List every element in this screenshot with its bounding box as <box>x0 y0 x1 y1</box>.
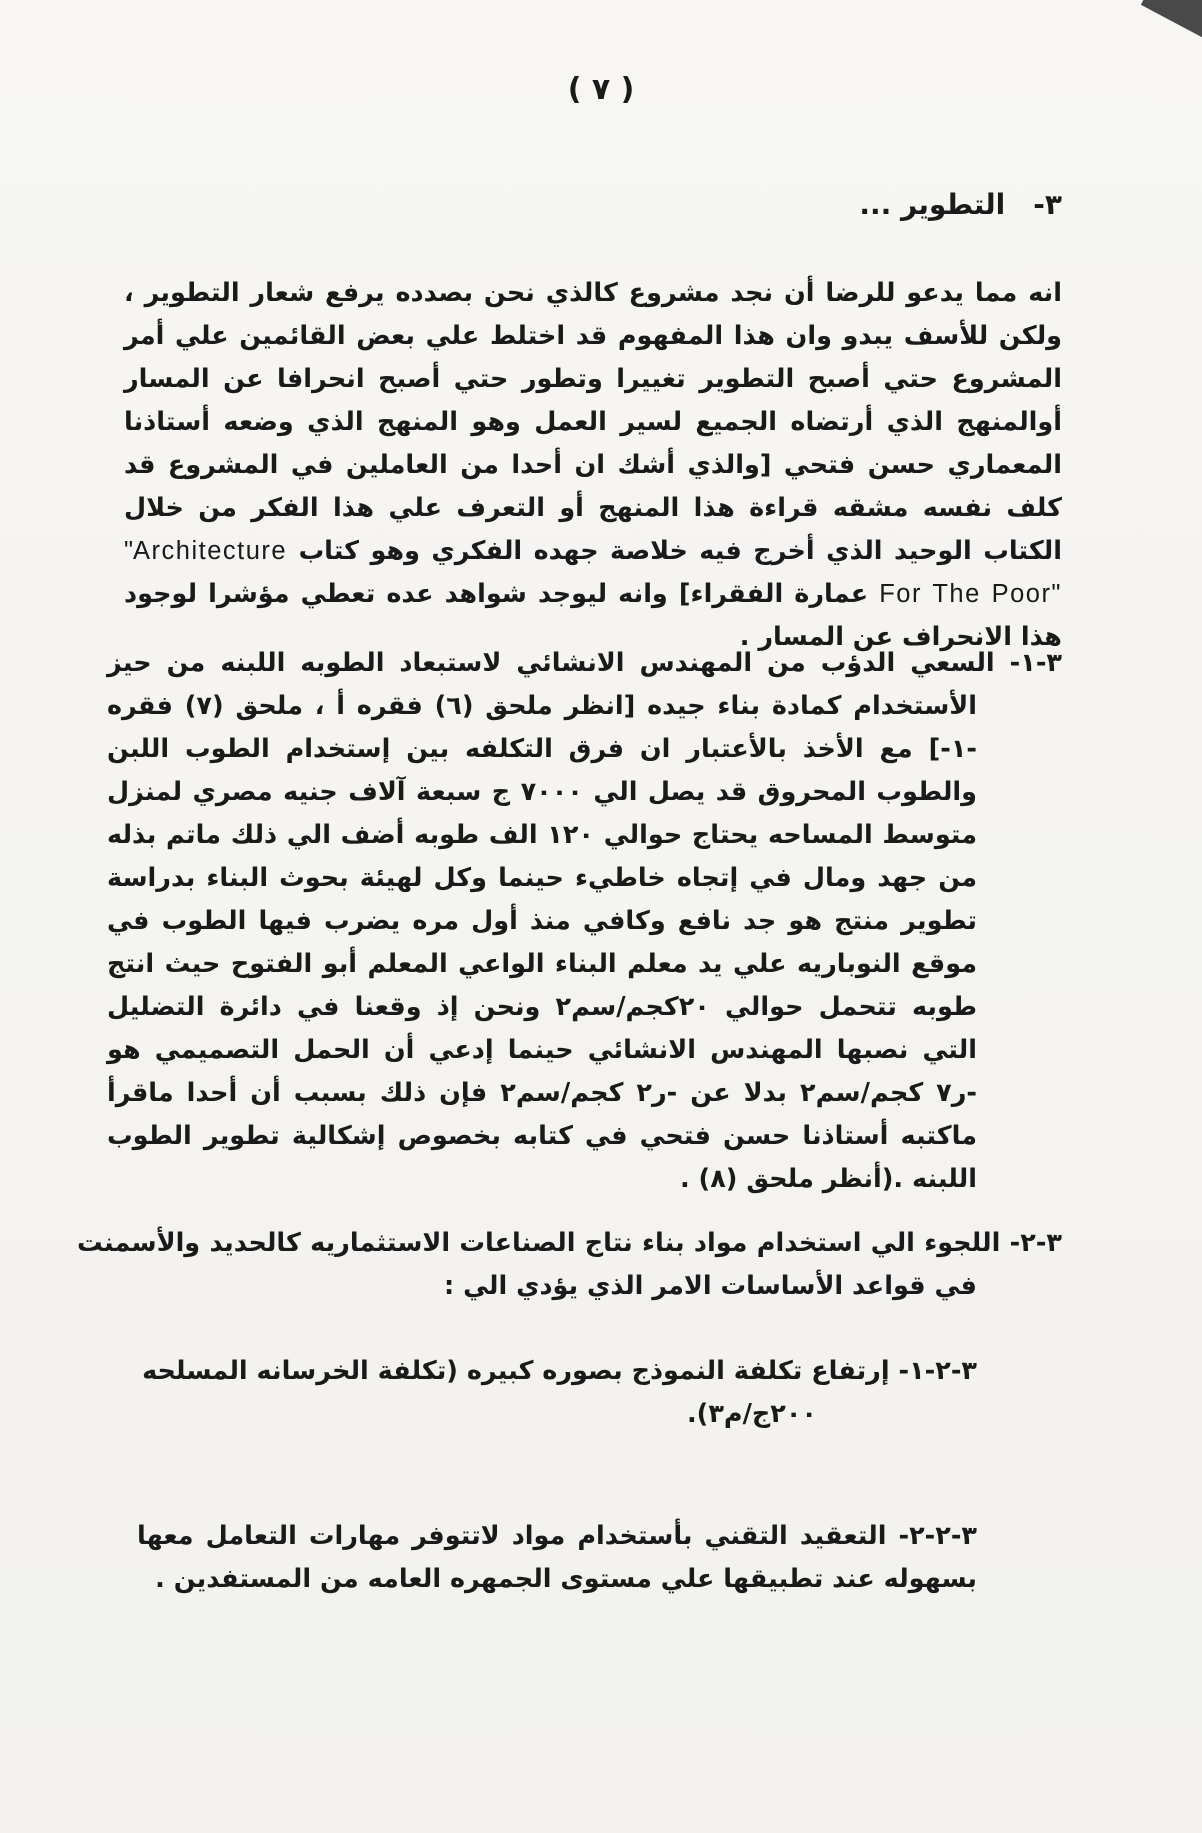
section-number: ٣- <box>1033 188 1062 221</box>
intro-paragraph <box>124 272 1062 659</box>
subsection-text: السعي الدؤب من المهندس الانشائي لاستبعاد الطوبه اللبنه من حيز الأستخدام كمادة بناء جيده [انظر ملحق (٦) فقره أ ، ملحق (٧) فقره -١-] مع الأخذ بالأعتبار ان فرق التكلفه بين إستخدام الطوب اللبن والطوب المحروق قد يصل الي ٧٠٠٠ ج سبعة آلاف جنيه مصري لمنزل متوسط المساحه يحتاج حوالي ١٢٠ الف طوبه أضف الي ذلك ماتم بذله من جهد ومال في إتجاه خاطيء حينما وكل لهيئة بحوث البناء بدراسة تطوير منتج هو جد نافع وكافي منذ أول مره يضرب فيها الطوب في موقع النوباريه علي يد معلم البناء الواعي المعلم أبو الفتوح حيث انتج طوبه تتحمل حوالي ٢٠كجم/سم٢ ونحن إذ وقعنا في دائرة التضليل التي نصبها المهندس الانشائي حينما إدعي أن الحمل التصميمي هو -ر٧ كجم/سم٢ بدلا عن -ر٢ كجم/سم٢ فإن ذلك بسبب أن أحدا ماقرأ ماكتبه أستاذنا حسن فتحي في كتابه بخصوص إشكالية تطوير الطوب اللبنه .(أنظر ملحق (٨) . <box>107 648 995 1194</box>
subsection-3-2-1 <box>137 1350 977 1436</box>
subsection-3-2-2 <box>137 1515 977 1601</box>
subsection-number: ٣-١- <box>1009 648 1062 678</box>
subsection-text-tail: ٢٠٠ج/م٣). <box>686 1399 817 1429</box>
subsection-number: ٣-٢- <box>1009 1228 1062 1258</box>
subsection-3-2 <box>77 1222 1062 1308</box>
subsection-text: اللجوء الي استخدام مواد بناء نتاج الصناعات الاستثماريه كالحديد والأسمنت في قواعد الأساسات الامر الذي يؤدي الي : <box>77 1228 1001 1301</box>
subsection-text: إرتفاع تكلفة النموذج بصوره كبيره (تكلفة الخرسانه المسلحه <box>142 1356 890 1386</box>
section-heading <box>859 188 1062 221</box>
subsection-text: التعقيد التقني بأستخدام مواد لاتتوفر مهارات التعامل معها بسهوله عند تطبيقها علي مستوى الجمهره العامه من المستفدين . <box>137 1521 977 1594</box>
scan-corner-shadow <box>1141 0 1202 47</box>
section-title: التطوير ... <box>859 188 1006 221</box>
intro-text-part2: عمارة الفقراء] وانه ليوجد شواهد عده تعطي مؤشرا لوجود هذا الانحراف عن المسار . <box>124 579 1062 652</box>
subsection-number: ٣-٢-٢- <box>898 1521 977 1551</box>
book-title-english: "Architecture For The Poor" <box>124 537 1062 608</box>
page-number: ( ٧ ) <box>567 72 635 107</box>
intro-text-part1: انه مما يدعو للرضا أن نجد مشروع كالذي نحن بصدده يرفع شعار التطوير ، ولكن للأسف يبدو وان هذا المفهوم قد اختلط علي بعض القائمين علي أمر المشروع حتي أصبح التطوير تغييرا وتطور حتي أصبح انحرافا عن المسار أوالمنهج الذي أرتضاه الجميع لسير العمل وهو المنهج الذي وضعه أستاذنا المعماري حسن فتحي [والذي أشك ان أحدا من العاملين في المشروع قد كلف نفسه مشقه قراءة هذا المنهج أو التعرف علي هذا الفكر من خلال الكتاب الوحيد الذي أخرج فيه خلاصة جهده الفكري وهو كتاب <box>124 278 1062 566</box>
subsection-3-1 <box>107 642 1062 1201</box>
subsection-number: ٣-٢-١- <box>898 1356 977 1386</box>
